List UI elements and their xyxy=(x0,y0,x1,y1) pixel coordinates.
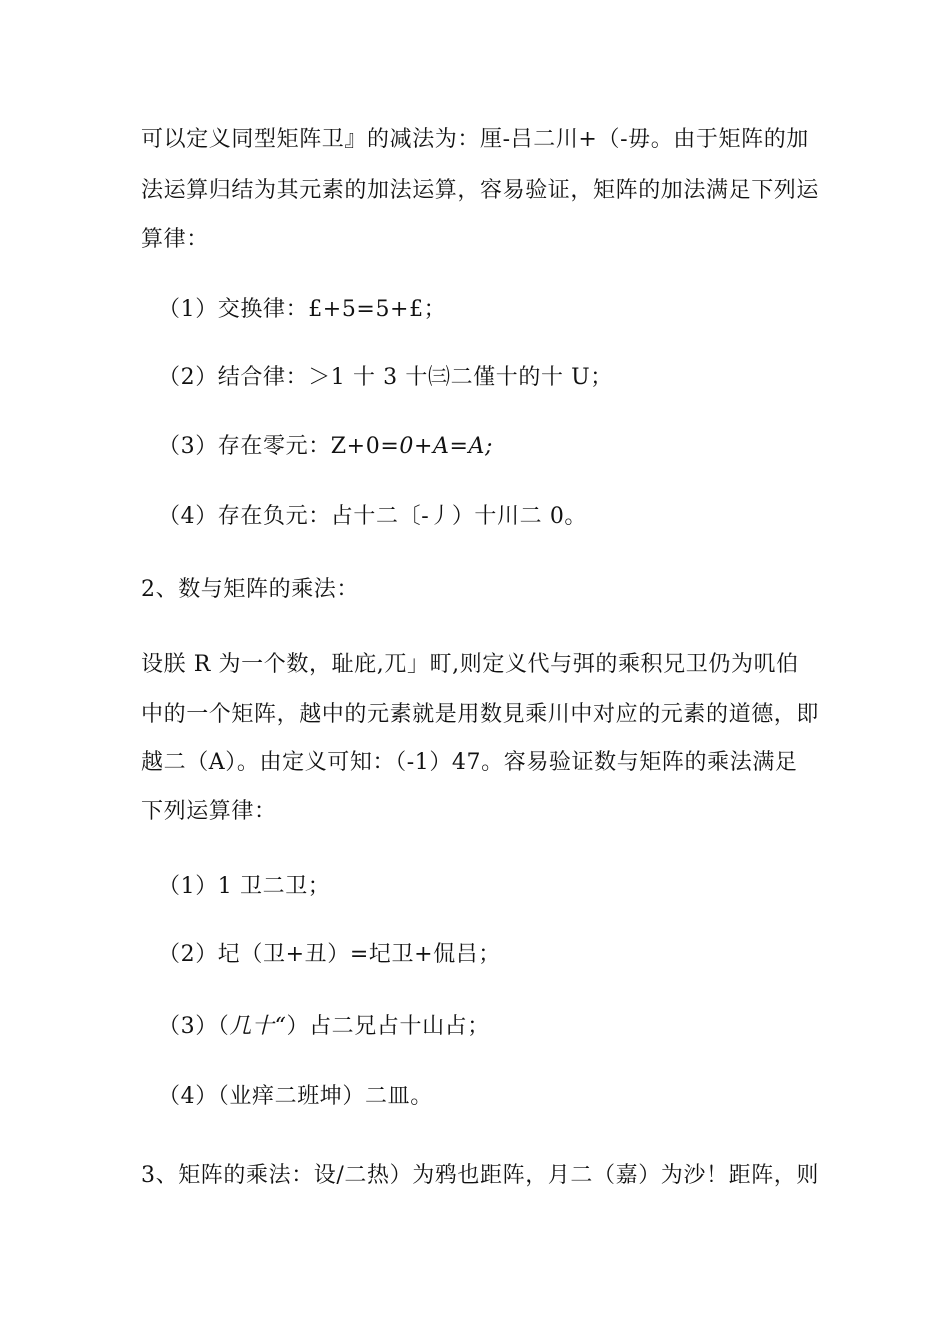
scalar-law-2: （2）圮（卫+丑）=圮卫+侃吕； xyxy=(158,942,501,967)
section-2-line-3: 越二（A）。由定义可知：（-1）47。容易验证数与矩阵的乘法满足 xyxy=(141,750,798,775)
section-2-line-4: 下列运算律： xyxy=(141,799,277,824)
section-3-line: 3、矩阵的乘法：设/二热）为鸦也距阵，月二（嘉）为沙！距阵，则 xyxy=(141,1163,820,1188)
addition-law-associative: （2）结合律：＞1 十 3 十㈢二僅十的十 U； xyxy=(158,365,613,390)
scalar-law-3-italic: 几十“ xyxy=(229,1014,287,1039)
scalar-law-1: （1）1 卫二卫； xyxy=(158,874,331,899)
scalar-law-3-rest: ）占二兄占十山占； xyxy=(286,1014,490,1039)
addition-law-zero-italic: 0+A=A; xyxy=(399,434,494,459)
addition-law-negative: （4）存在负元：占十二〔-丿）十川二 0。 xyxy=(158,504,588,529)
section-2-title: 2、数与矩阵的乘法： xyxy=(141,577,359,602)
addition-law-zero-text: （3）存在零元：Z+0= xyxy=(158,434,400,459)
intro-line-2: 法运算归结为其元素的加法运算，容易验证，矩阵的加法满足下列运 xyxy=(141,178,820,203)
scalar-law-3-prefix: （3）（ xyxy=(158,1014,230,1039)
section-2-line-1: 设朕 R 为一个数，耻庇,兀」町,则定义代与弭的乘积兄卫仍为叽伯 xyxy=(141,652,799,677)
scalar-law-3 xyxy=(158,1012,490,1042)
section-2-line-2: 中的一个矩阵，越中的元素就是用数見乘川中对应的元素的道德，即 xyxy=(141,702,820,727)
addition-law-commutative: （1）交换律：£+5=5+£； xyxy=(158,297,447,322)
scalar-law-4: （4）（业痒二班坤）二皿。 xyxy=(158,1084,433,1109)
addition-law-zero xyxy=(158,432,493,462)
intro-line-3: 算律： xyxy=(141,227,209,252)
intro-line-1: 可以定义同型矩阵卫』的减法为：厘-吕二川+（-毋。由于矩阵的加 xyxy=(141,127,809,152)
